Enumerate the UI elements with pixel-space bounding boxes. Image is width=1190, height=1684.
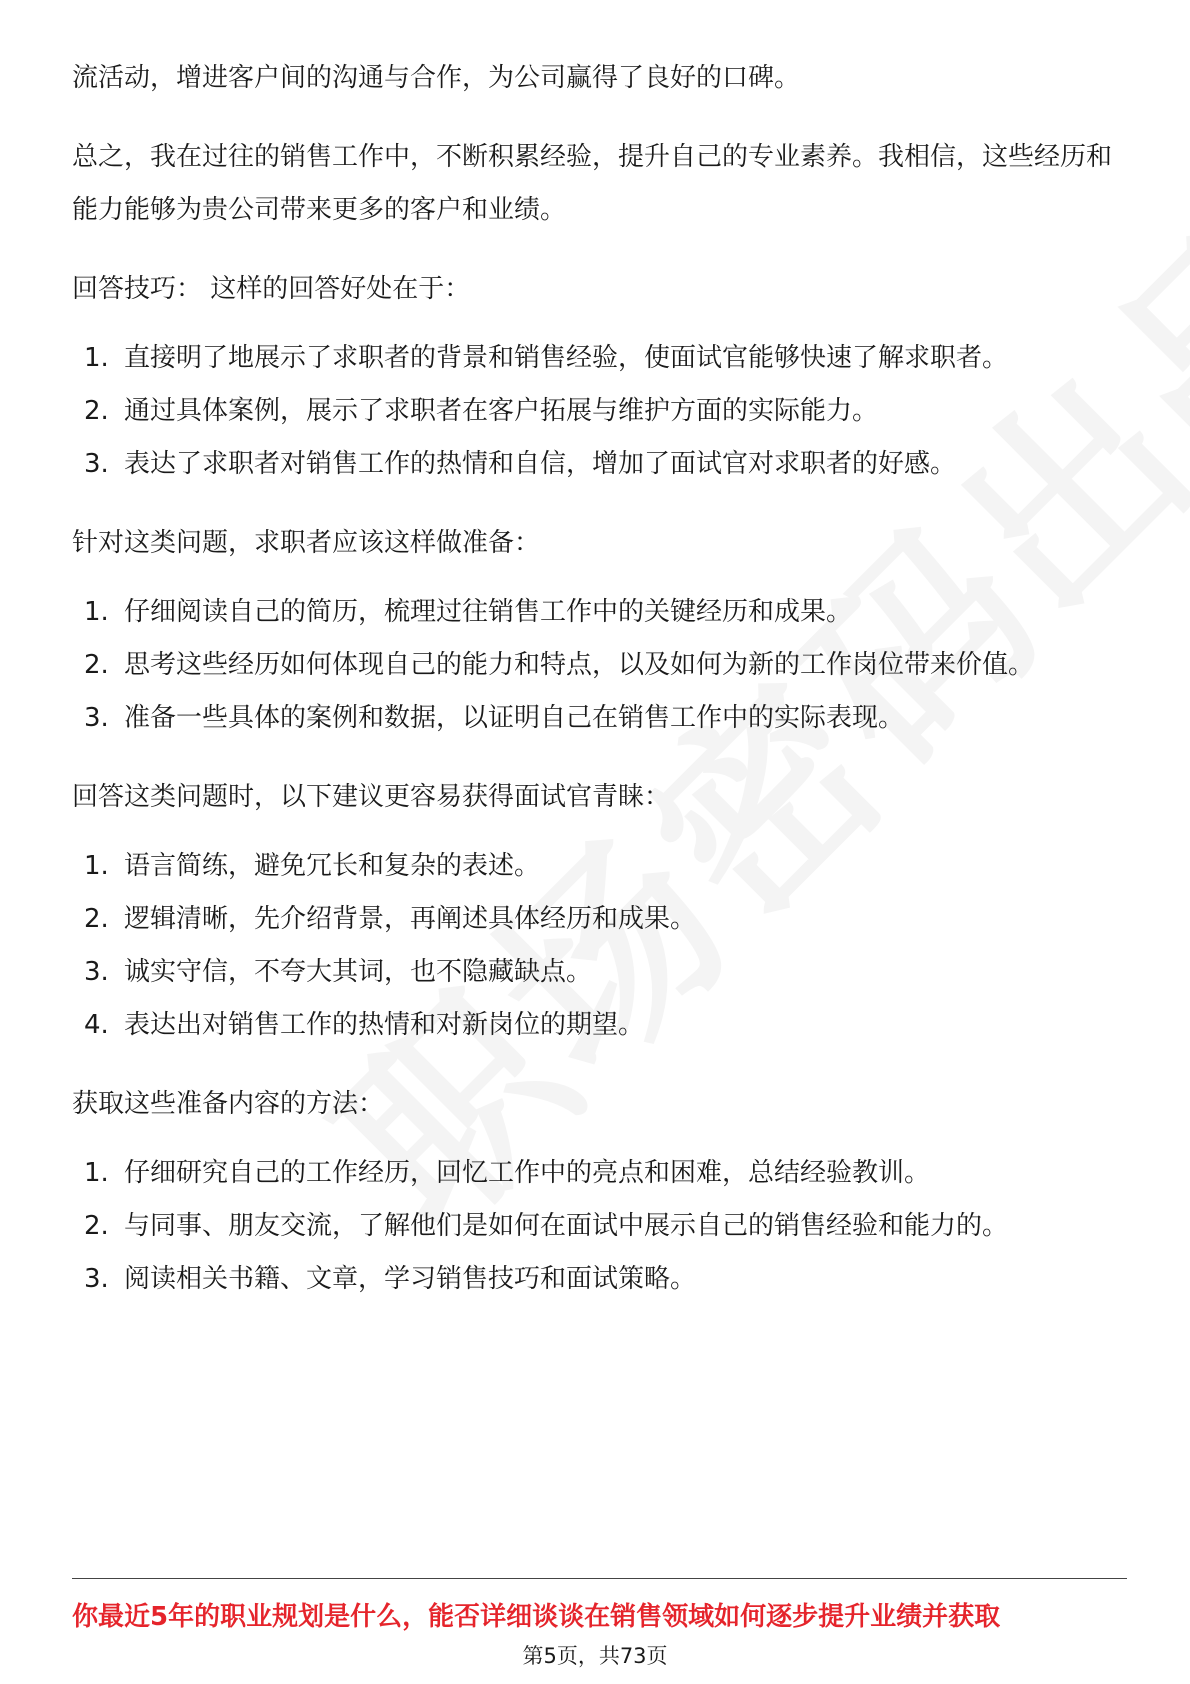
- list-number: 2.: [84, 904, 109, 934]
- list-item-text: 通过具体案例，展示了求职者在客户拓展与维护方面的实际能力。: [124, 396, 879, 426]
- list-item: [72, 1200, 1122, 1253]
- list-item-text: 与同事、朋友交流，了解他们是如何在面试中展示自己的销售经验和能力的。: [124, 1211, 1009, 1241]
- list-number: 3.: [84, 449, 109, 479]
- list-item: [72, 1147, 1122, 1200]
- list-number: 2.: [84, 650, 109, 680]
- list-item-text: 表达了求职者对销售工作的热情和自信，增加了面试官对求职者的好感。: [124, 449, 957, 479]
- list-number: 3.: [84, 957, 109, 987]
- page-number: 第5页，共73页: [522, 1644, 668, 1668]
- document-body: [72, 52, 1122, 1306]
- list-item: [72, 999, 1122, 1052]
- section-heading-preparation: 针对这类问题，求职者应该这样做准备：: [72, 528, 541, 558]
- list-item: [72, 586, 1122, 639]
- suggestions-list: [72, 840, 1122, 1052]
- list-item-text: 逻辑清晰，先介绍背景，再阐述具体经历和成果。: [124, 904, 697, 934]
- list-number: 1.: [84, 1158, 109, 1188]
- list-item: [72, 946, 1122, 999]
- list-item-text: 思考这些经历如何体现自己的能力和特点，以及如何为新的工作岗位带来价值。: [124, 650, 1035, 680]
- list-item-text: 准备一些具体的案例和数据，以证明自己在销售工作中的实际表现。: [124, 703, 905, 733]
- section-heading-suggestions: 回答这类问题时，以下建议更容易获得面试官青睐：: [72, 782, 671, 812]
- list-number: 3.: [84, 703, 109, 733]
- list-item: [72, 639, 1122, 692]
- section-heading-methods: 获取这些准备内容的方法：: [72, 1089, 385, 1119]
- list-item-text: 阅读相关书籍、文章，学习销售技巧和面试策略。: [124, 1264, 697, 1294]
- list-number: 1.: [84, 597, 109, 627]
- list-item: [72, 332, 1122, 385]
- next-question-heading: 你最近5年的职业规划是什么，能否详细谈谈在销售领域如何逐步提升业绩并获取: [72, 1602, 1001, 1632]
- list-item-text: 语言简练，避免冗长和复杂的表述。: [124, 851, 541, 881]
- methods-list: [72, 1147, 1122, 1306]
- list-item-text: 表达出对销售工作的热情和对新岗位的期望。: [124, 1010, 645, 1040]
- list-number: 2.: [84, 396, 109, 426]
- list-item-text: 直接明了地展示了求职者的背景和销售经验，使面试官能够快速了解求职者。: [124, 343, 1009, 373]
- list-number: 1.: [84, 851, 109, 881]
- list-item: [72, 840, 1122, 893]
- list-item-text: 仔细研究自己的工作经历，回忆工作中的亮点和困难，总结经验教训。: [124, 1158, 931, 1188]
- list-item: [72, 692, 1122, 745]
- list-item-text: 仔细阅读自己的简历，梳理过往销售工作中的关键经历和成果。: [124, 597, 853, 627]
- list-item: [72, 893, 1122, 946]
- list-item: [72, 385, 1122, 438]
- list-number: 3.: [84, 1264, 109, 1294]
- list-number: 1.: [84, 343, 109, 373]
- answer-tips-list: [72, 332, 1122, 491]
- section-heading-answer-tips: 回答技巧： 这样的回答好处在于：: [72, 274, 471, 304]
- list-item: [72, 1253, 1122, 1306]
- list-item-text: 诚实守信，不夸大其词，也不隐藏缺点。: [124, 957, 593, 987]
- list-item: [72, 438, 1122, 491]
- paragraph-summary: 总之，我在过往的销售工作中，不断积累经验，提升自己的专业素养。我相信，这些经历和能力能够为贵公司带来更多的客户和业绩。: [72, 142, 1113, 225]
- footer-divider: [72, 1578, 1127, 1579]
- preparation-list: [72, 586, 1122, 745]
- list-number: 2.: [84, 1211, 109, 1241]
- paragraph-continuation: 流活动，增进客户间的沟通与合作，为公司赢得了良好的口碑。: [72, 63, 801, 93]
- list-number: 4.: [84, 1010, 109, 1040]
